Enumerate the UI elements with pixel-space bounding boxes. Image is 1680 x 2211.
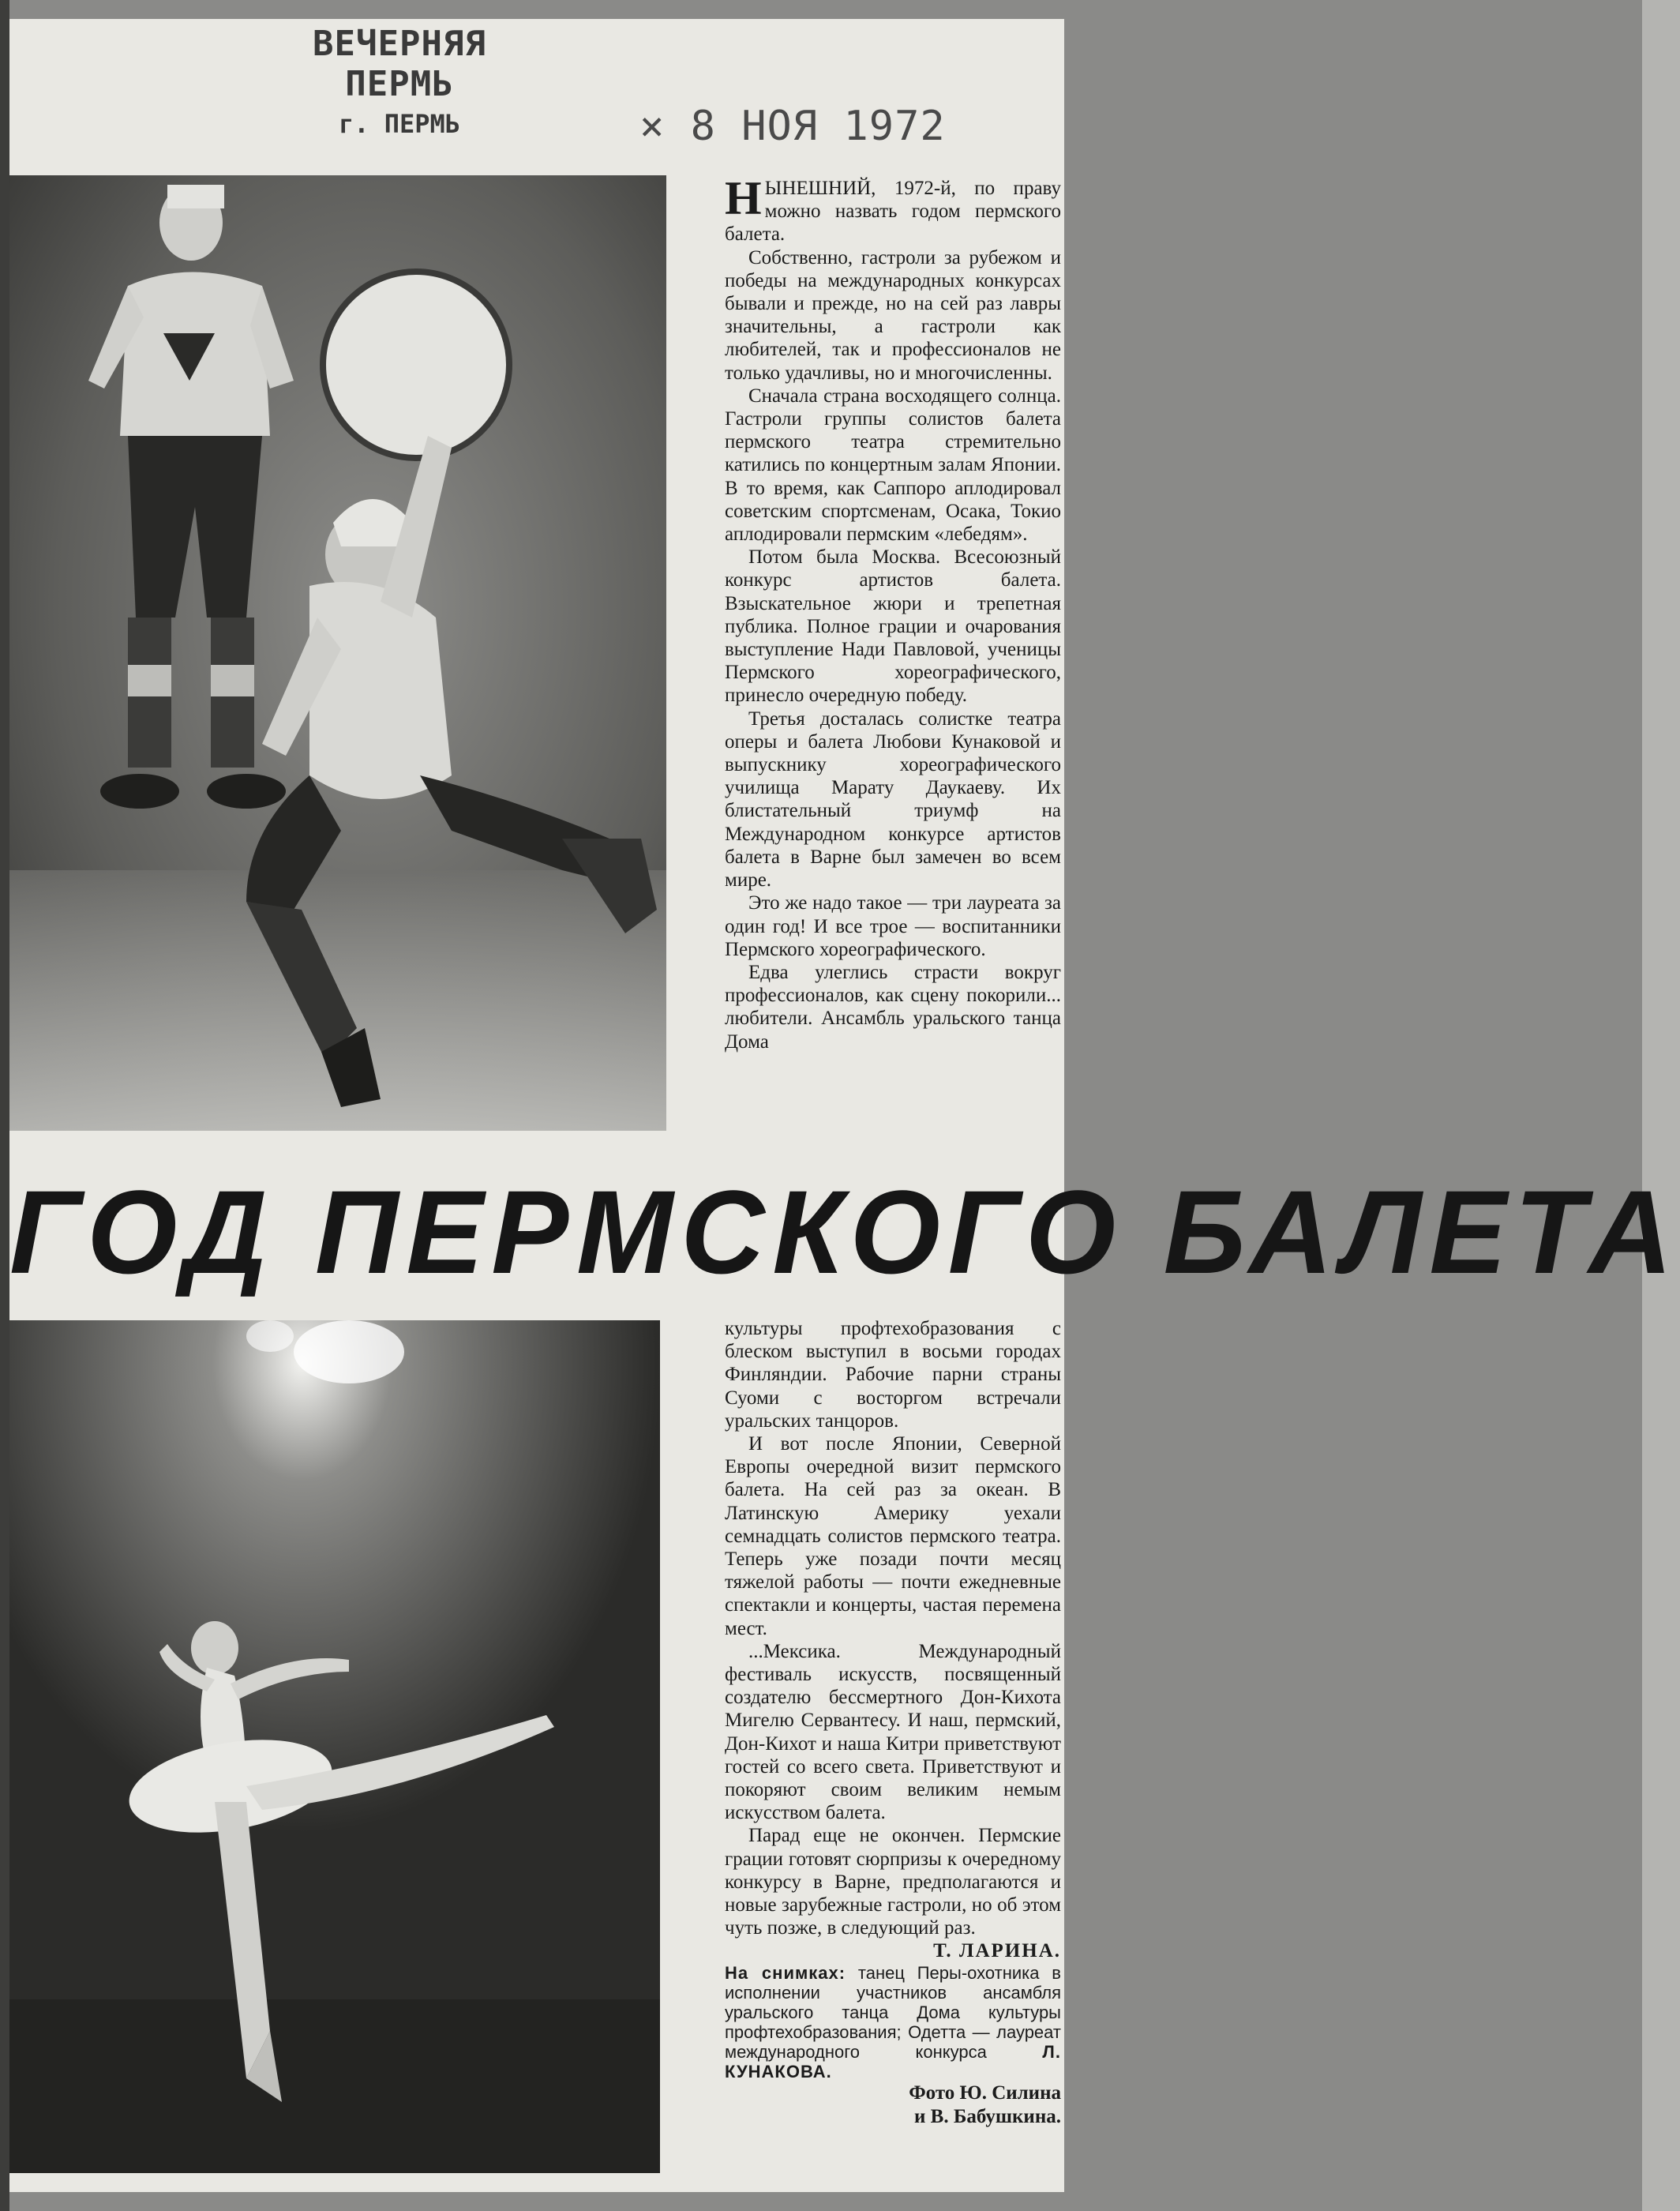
caption-text: танец Перы-охотника в исполнении участников ансамбля уральского танца Дома культуры профтехобразования; Одетта — лауреат международного конкурса (725, 1962, 1061, 2062)
photo-credit-line-2: и В. Бабушкина. (914, 2105, 1061, 2127)
photo-credit-line-1: Фото Ю. Силина (909, 2081, 1061, 2104)
article-paragraph: Едва улеглись страсти вокруг профессионалов, как сцену покорили... любители. Ансамбль уральского танца Дома (725, 961, 1061, 1053)
stamp-city: г. ПЕРМЬ (338, 109, 461, 139)
photo-credit (725, 2081, 1061, 2129)
article-column-1 (725, 172, 1061, 1053)
article-paragraph: ...Мексика. Международный фестиваль искусств, посвященный создателю бессмертного Дон-Кихота Мигелю Сервантесу. И наш, пермский, Дон-Кихот и наша Китри приветствуют гостей со всего света. Приветствуют и покоряют своим великим немым искусством балета. (725, 1640, 1061, 1824)
article-paragraph: Собственно, гастроли за рубежом и победы на международных конкурсах бывали и прежде, но на сей раз лавры значительны, а гастроли как любителей, так и профессионалов не только удачливы, но и многочисленны. (725, 246, 1061, 384)
ballerina-photo (9, 1320, 660, 2173)
article-paragraph: Парад еще не окончен. Пермские грации готовят сюрпризы к очередному конкурсу в Варне, предполагаются и новые зарубежные гастроли, но об этом чуть позже, в следующий раз. (725, 1825, 1061, 1939)
headline-banner (9, 1153, 1680, 1311)
stamp-paper-name: ВЕЧЕРНЯЯ ПЕРМЬ (313, 24, 486, 104)
caption-name: Л. КУНАКОВА. (725, 2041, 1061, 2081)
dropcap: Н (725, 172, 762, 224)
article-paragraph: Сначала страна восходящего солнца. Гастроли группы солистов балета пермского театра стремительно катились по концертным залам Японии. В то время, как Саппоро аплодировал советским спортсменам, Осака, Токио аплодировали пермским «лебедям». (725, 385, 1061, 546)
newspaper-stamp (249, 24, 549, 139)
scan-right-edge (1642, 0, 1680, 2211)
article-column-2 (725, 1317, 1061, 2129)
article-paragraph: Третья досталась солистке театра оперы и балета Любови Кунаковой и выпускнику хореографического училища Марату Даукаеву. Их блистательный триумф на Международном конкурсе артистов балета в Варне был замечен во всем мире. (725, 708, 1061, 892)
scan-left-edge (0, 0, 9, 2211)
author-signature: Т. ЛАРИНА. (933, 1940, 1061, 1962)
caption-lead: На снимках: (725, 1962, 846, 1983)
article-paragraph: Потом была Москва. Всесоюзный конкурс артистов балета. Взыскательное жюри и трепетная публика. Полное грации и очарования выступление Нади Павловой, ученицы Пермского хореографического, принесло очередную победу. (725, 546, 1061, 707)
article-paragraph: культуры профтехобразования с блеском выступил в восьми городах Финляндии. Рабочие парни страны Суоми с восторгом встречали уральских танцоров. (725, 1318, 1061, 1432)
article-paragraph: НЫНЕШНИЙ, 1972-й, по праву можно назвать годом пермского балета. (725, 172, 1061, 246)
date-stamp: × 8 НОЯ 1972 (639, 103, 946, 150)
photo-caption (725, 1963, 1061, 2081)
article-paragraph: Это же надо такое — три лауреата за один год! И все трое — воспитанники Пермского хореографического. (725, 892, 1061, 960)
dancers-photo (9, 175, 666, 1131)
dancers-photo-image (9, 175, 666, 1131)
headline: ГОД ПЕРМСКОГО БАЛЕТА (9, 1166, 1680, 1298)
ballerina-photo-image (9, 1320, 660, 2173)
article-paragraph: И вот после Японии, Северной Европы очередной визит пермского балета. На сей раз за океан. В Латинскую Америку уехали семнадцать солистов пермского театра. Теперь уже позади почти месяц тяжелой работы — почти ежедневные спектакли и концерты, частая перемена мест. (725, 1433, 1061, 1639)
